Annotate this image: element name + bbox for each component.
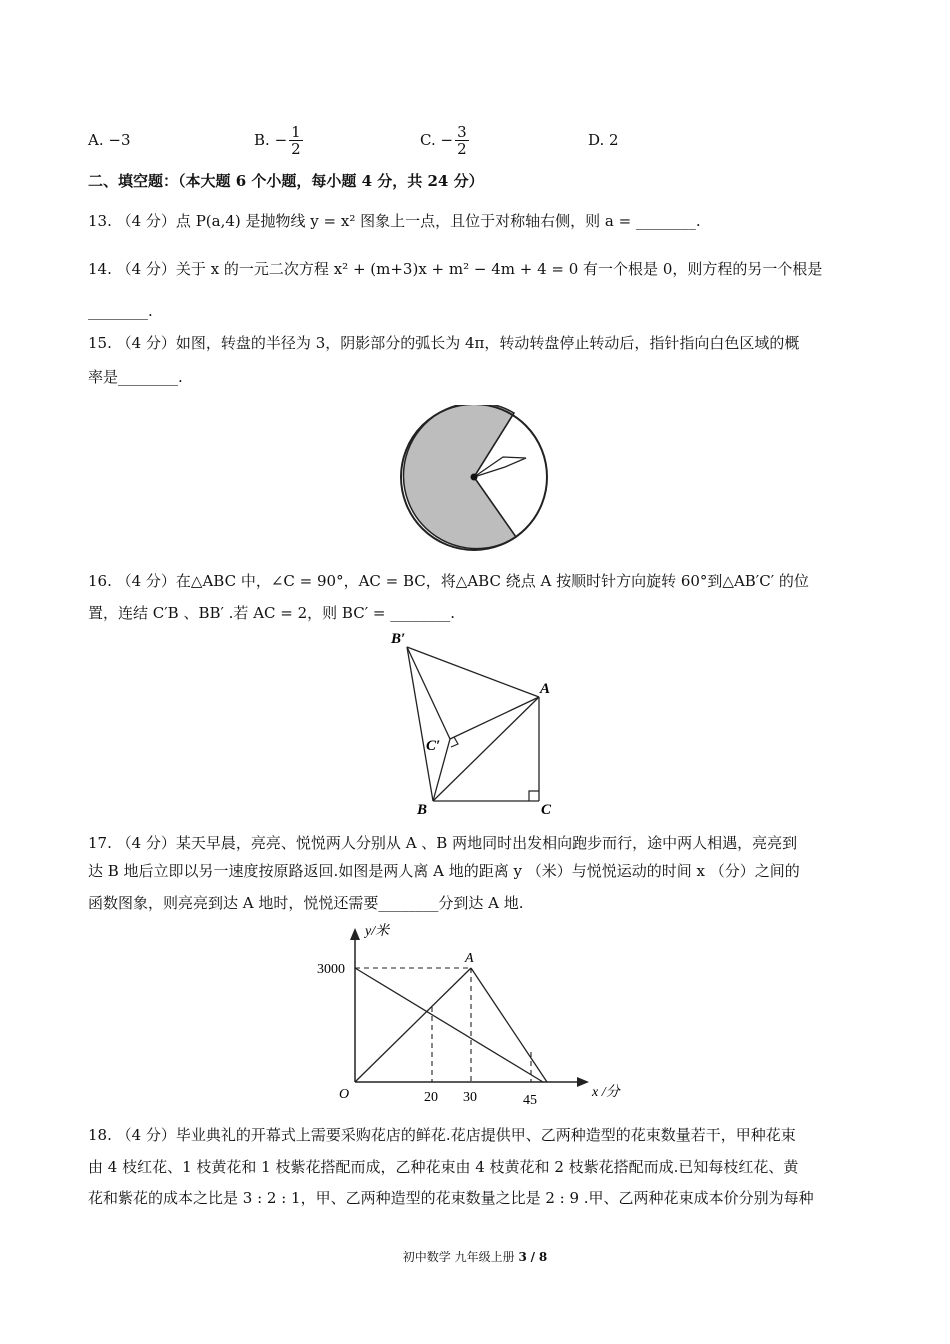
segment xyxy=(407,647,433,801)
x-axis-arrow xyxy=(577,1077,589,1087)
question-18-line3: 花和紫花的成本之比是 3 : 2 : 1，甲、乙两种造型的花束数量之比是 2 : 9 .甲、乙两种花束成本价分别为每种 xyxy=(88,1189,814,1207)
x-tick-20: 20 xyxy=(424,1090,438,1105)
graph-line-liangliang xyxy=(355,968,471,1082)
question-13: 13. （4 分）点 P(a,4) 是抛物线 y = x² 图象上一点，且位于对称轴右侧，则 a = ________. xyxy=(88,212,701,230)
label-b-prime: B′ xyxy=(391,631,406,647)
y-axis-label: y/米 xyxy=(365,924,390,939)
y-axis-arrow xyxy=(350,928,360,940)
question-15-line1: 15. （4 分）如图，转盘的半径为 3，阴影部分的弧长为 4π，转动转盘停止转动后，指针指向白色区域的概 xyxy=(88,334,800,352)
label-c-prime: C′ xyxy=(426,738,441,754)
segment xyxy=(433,697,539,801)
question-17-line3: 函数图象，则亮亮到达 A 地时，悦悦还需要________分到达 A 地. xyxy=(88,894,524,912)
footer-text: 初中数学 九年级上册 xyxy=(402,1250,515,1264)
question-16-line2: 置，连结 C′B 、BB′ .若 AC = 2，则 BC′ = ________. xyxy=(88,604,455,622)
option-a: A. − 3 xyxy=(88,131,131,149)
label-c: C xyxy=(541,802,552,818)
question-18-line2: 由 4 枝红花、1 枝黄花和 1 枝紫花搭配而成，乙种花束由 4 枝黄花和 2 枝紫花搭配而成.已知每枝红花、黄 xyxy=(88,1158,799,1176)
question-17-line2: 达 B 地后立即以另一速度按原路返回.如图是两人离 A 地的距离 y （米）与悦悦运动的时间 x （分）之间的 xyxy=(88,862,800,880)
section-title: 二、填空题：（本大题 6 个小题，每小题 4 分，共 24 分） xyxy=(88,172,484,190)
x-tick-30: 30 xyxy=(463,1090,477,1105)
page-total: 8 xyxy=(538,1250,548,1264)
origin-label: O xyxy=(339,1087,350,1102)
pivot xyxy=(471,474,478,481)
fraction: $\frac{3}{2}$ xyxy=(457,122,467,158)
option-b: B. − $\frac{1}{2}$ xyxy=(254,122,301,158)
y-tick-3000: 3000 xyxy=(317,962,345,977)
right-angle-mark xyxy=(529,791,539,801)
option-c: C. − $\frac{3}{2}$ xyxy=(420,122,467,158)
option-d: D. 2 xyxy=(588,131,619,149)
rotation-figure xyxy=(380,625,580,820)
question-18-line1: 18. （4 分）毕业典礼的开幕式上需要采购花店的鲜花.花店提供甲、乙两种造型的花束数量若干，甲种花束 xyxy=(88,1126,796,1144)
graph-line-yueyue xyxy=(355,968,543,1082)
question-14-line1: 14. （4 分）关于 x 的一元二次方程 x² + (m+3)x + m² − 4m + 4 = 0 有一个根是 0，则方程的另一个根是 xyxy=(88,260,823,278)
distance-time-graph xyxy=(305,918,655,1110)
fraction: $\frac{1}{2}$ xyxy=(291,122,301,158)
graph-line-liangliang xyxy=(471,968,547,1082)
label-b: B xyxy=(417,802,428,818)
question-14-line2: ________. xyxy=(88,302,153,320)
question-15-line2: 率是________. xyxy=(88,368,183,386)
question-17-line1: 17. （4 分）某天早晨，亮亮、悦悦两人分别从 A 、B 两地同时出发相向跑步而行，途中两人相遇，亮亮到 xyxy=(88,834,798,852)
page-footer xyxy=(0,1248,950,1265)
page-current: 3 xyxy=(518,1250,527,1264)
x-axis-label: x /分 xyxy=(592,1085,620,1100)
page-sep: / xyxy=(530,1250,536,1264)
peak-label: A xyxy=(465,951,474,966)
x-tick-45: 45 xyxy=(523,1093,537,1108)
spinner-figure xyxy=(395,405,555,555)
segment xyxy=(450,697,539,739)
question-16-line1: 16. （4 分）在△ABC 中，∠C = 90°，AC = BC，将△ABC 绕点 A 按顺时针方向旋转 60°到△AB′C′ 的位 xyxy=(88,572,809,590)
label-a: A xyxy=(540,681,551,697)
